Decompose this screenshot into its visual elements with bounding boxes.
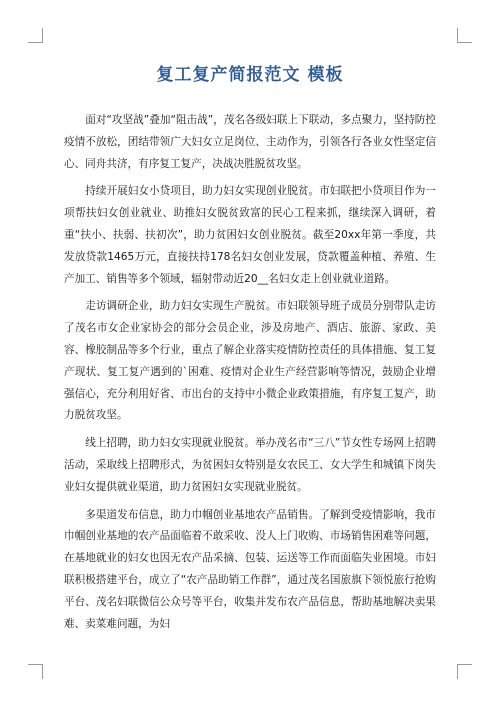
paragraph-product-sales: 多渠道发布信息，助力巾帼创业基地农产品销售。了解到受疫情影响，我市巾帼创业基地的农产品面临着不敢采收、没人上门收购、市场销售困难等问题，在基地就业的妇女也因无农产品采摘、包装、运送等工作而面临失业困境。市妇联积极搭建平台，成立了“农产品助销工作群”，通过茂名国旅旗下领悦旅行抢购平台、茂名妇联微信公众号等平台，收集并发布农产品信息，帮助基地解决卖果难、卖菜难问题，为妇 [64,508,436,630]
document-title: 复工复产简报范文 模板 [156,65,344,85]
paragraph-micro-loans: 持续开展妇女小贷项目，助力妇女实现创业脱贫。市妇联把小贷项目作为一项帮扶妇女创业就业、助推妇女脱贫致富的民心工程来抓，继续深入调研，着重“扶小、扶弱、扶初次”，助力贫困妇女创业脱贫。截至20xx年第一季度，共发放贷款1465万元，直接扶持178名妇女创业发展，贷款覆盖种植、养殖、生产加工、销售等多个领域，辐射带动近20__名妇女走上创业就业道路。 [64,185,436,285]
paragraph-intro: 面对“攻坚战”叠加“阻击战”，茂名各级妇联上下联动，多点聚力，坚持防控疫情不放松，团结带领广大妇女立足岗位、主动作为，引领各行各业女性坚定信心、同舟共济，有序复工复产，决战决胜脱贫攻坚。 [64,114,436,170]
paragraph-enterprise-visits: 走访调研企业，助力妇女实现生产脱贫。市妇联领导班子成员分别带队走访了茂名市女企业家协会的部分会员企业，涉及房地产、酒店、旅游、家政、美容、橡胶制品等多个行业，重点了解企业落实疫情防控责任的具体措施、复工复产现状、复工复产遇到的`困难、疫情对企业生产经营影响等情况，鼓励企业增强信心，充分利用好省、市出台的支持中小微企业政策措施，有序复工复产，助力脱贫攻坚。 [64,300,436,422]
crop-mark-top-right [457,28,472,43]
paragraph-online-recruitment: 线上招聘，助力妇女实现就业脱贫。举办茂名市“三八”节女性专场网上招聘活动，采取线上招聘形式，为贫困妇女特别是女农民工、女大学生和城镇下岗失业妇女提供就业渠道，助力贫困妇女实现就业脱贫。 [64,437,436,493]
crop-mark-top-left [28,28,43,43]
document-body [64,110,436,641]
crop-mark-bottom-left [28,664,43,679]
crop-mark-bottom-right [457,664,472,679]
